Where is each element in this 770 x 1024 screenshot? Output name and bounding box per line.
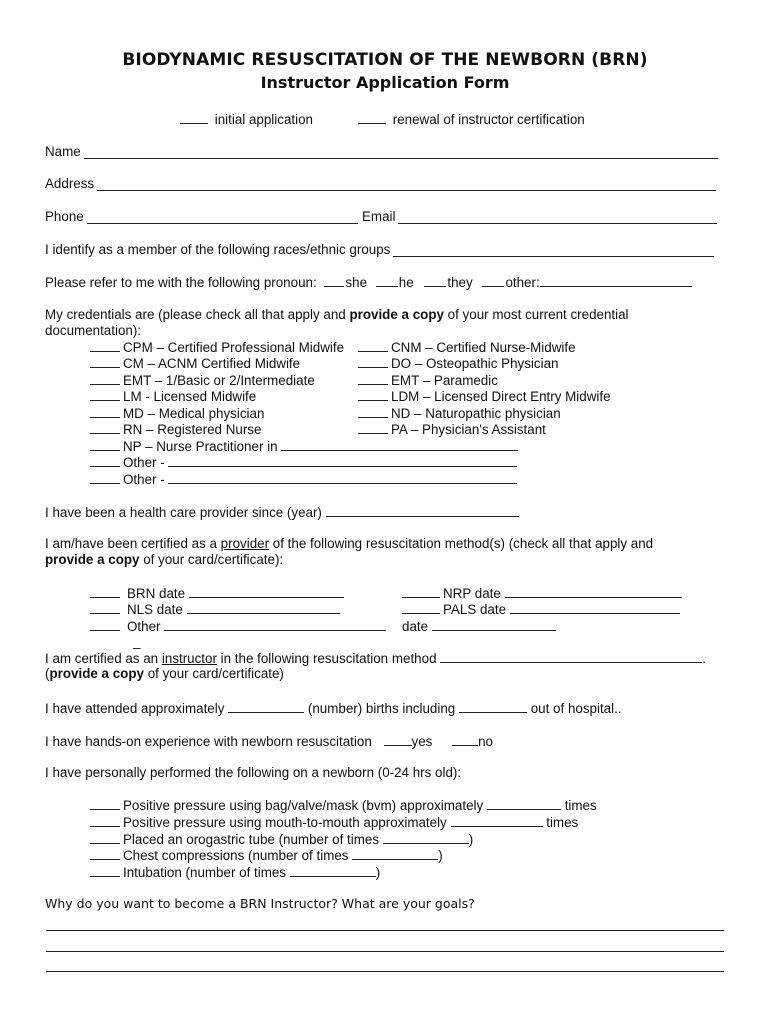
credential-other-2-line[interactable] [168,471,517,484]
performed-ogt[interactable] [90,831,473,847]
births-label-a: I have attended approximately [45,701,225,716]
provider-pals-date-line[interactable] [510,601,680,614]
credential-left-1[interactable] [90,355,300,371]
provider-pals[interactable] [402,601,680,617]
credential-np-line[interactable] [281,438,518,451]
provider-cert-intro-text-c: of your card/certificate): [139,552,284,567]
credential-right-3-blank[interactable] [358,388,388,401]
credential-left-5-label: RN – Registered Nurse [123,422,262,437]
address-label: Address [45,176,95,191]
email-field[interactable] [362,209,717,224]
renewal-option[interactable] [358,111,585,127]
instructor-paren-rest: of your card/certificate) [143,666,284,681]
goals-answer-line-2[interactable] [46,951,724,952]
pronoun-row [45,274,692,290]
performed-mouth[interactable] [90,814,578,830]
credential-right-5-blank[interactable] [358,421,388,434]
credential-left-4-label: MD – Medical physician [123,405,265,421]
phone-line[interactable] [87,211,358,224]
performed-intub-close: ) [375,865,381,880]
goals-question: Why do you want to become a BRN Instructor? What are your goals? [45,896,475,911]
credential-left-2[interactable] [90,372,315,388]
births-label-c: out of hospital.. [530,701,622,716]
provider-cert-intro-text: I am/have been certified as a [45,536,221,551]
instructor-cert-text-b: in the following resuscitation method [216,651,437,666]
provider-nls-blank[interactable] [90,601,120,614]
instructor-cert-underline: instructor [161,651,217,666]
address-line[interactable] [97,178,716,191]
provider-since-label: I have been a health care provider since (year) [45,505,322,520]
performed-chest-close: ) [438,848,443,863]
credential-right-0-label: CNM – Certified Nurse-Midwife [391,340,576,355]
provider-nrp-label: NRP date [443,586,501,601]
pronoun-she-blank[interactable] [324,274,344,287]
credential-left-5[interactable] [90,421,261,437]
provider-other-date-line[interactable] [432,618,556,631]
credentials-intro-line2: documentation): [45,323,142,338]
performed-intub-blank[interactable] [90,864,120,877]
email-label: Email [362,209,396,224]
phone-label: Phone [45,209,84,224]
address-field[interactable] [45,176,716,191]
provider-nls-label: NLS date [127,602,183,617]
hands-on-no-label: no [478,734,493,749]
credential-left-3-label: LM - Licensed Midwife [123,389,257,405]
births-label-b: (number) births including [307,701,456,716]
provider-brn[interactable] [90,585,344,601]
provider-pals-blank[interactable] [402,601,440,614]
provider-other-date-label: date [402,619,429,634]
credential-left-0-label: CPM – Certified Professional Midwife [123,340,345,355]
instructor-paren-open: ( [45,666,50,681]
credential-left-3-blank[interactable] [90,388,120,401]
pronoun-they-blank[interactable] [424,274,446,287]
credential-right-0-blank[interactable] [358,339,388,352]
performed-mouth-times-line[interactable] [451,814,543,827]
pronoun-other-line[interactable] [540,274,692,287]
credential-np[interactable] [90,438,518,454]
renewal-blank[interactable] [358,111,386,124]
performed-chest[interactable] [90,847,443,863]
races-field[interactable] [45,242,714,257]
instructor-cert-line2 [45,666,284,681]
performed-ogt-line[interactable] [383,831,469,844]
provider-brn-date-line[interactable] [189,585,344,598]
credential-other-1-line[interactable] [168,454,517,467]
credential-right-1[interactable] [358,355,558,371]
credential-left-1-blank[interactable] [90,355,120,368]
hands-on-no-blank[interactable] [452,733,478,746]
credential-right-4-label: ND – Naturopathic physician [391,405,561,421]
hands-on-label: I have hands-on experience with newborn resuscitation [45,734,372,749]
pronoun-other-blank[interactable] [482,274,504,287]
goals-answer-line-3[interactable] [46,971,724,972]
pronoun-she-label: she [345,275,368,290]
provider-nrp[interactable] [402,585,682,601]
credential-right-1-blank[interactable] [358,355,388,368]
initial-application-blank[interactable] [180,111,208,124]
credential-right-0[interactable] [358,339,576,355]
credential-right-2[interactable] [358,372,498,388]
credentials-intro-text-b: of your most current credential [443,307,629,322]
credential-right-2-label: EMT – Paramedic [391,372,498,388]
provider-cert-intro [45,536,653,551]
provider-pals-label: PALS date [443,602,507,617]
pronoun-they-label: they [447,275,473,290]
credential-right-4-blank[interactable] [358,405,388,418]
instructor-cert-text: I am certified as an [45,651,162,666]
performed-chest-label: Chest compressions (number of times [123,848,349,863]
instructor-paren-bold: provide a copy [49,666,144,681]
stray-underscore: _ [133,634,141,649]
pronoun-other-label: other: [505,275,540,290]
provider-brn-blank[interactable] [90,585,120,598]
goals-answer-line-1[interactable] [46,930,724,931]
instructor-cert-period: . [702,651,706,666]
provider-cert-intro-text-b: of the following resuscitation method(s) (check all that apply and [269,536,654,551]
provider-nls[interactable] [90,601,340,617]
provider-since-line[interactable] [326,504,519,517]
phone-field[interactable] [45,209,358,224]
performed-ogt-blank[interactable] [90,831,120,844]
credential-other-1-label: Other - [123,455,165,470]
births-row [45,700,622,716]
credential-other-1[interactable] [90,454,517,470]
credential-left-2-label: EMT – 1/Basic or 2/Intermediate [123,372,315,388]
credential-left-2-blank[interactable] [90,372,120,385]
provider-since-row [45,504,519,520]
credential-right-3[interactable] [358,388,611,404]
performed-chest-blank[interactable] [90,847,120,860]
email-line[interactable] [398,211,717,224]
name-field[interactable] [45,144,718,159]
credential-right-5[interactable] [358,421,546,437]
pronoun-label: Please refer to me with the following pronoun: [45,275,317,290]
births-out-of-hospital-line[interactable] [459,700,527,713]
performed-intro: I have personally performed the following on a newborn (0-24 hrs old): [45,765,462,780]
credential-other-2-blank[interactable] [90,471,120,484]
credential-right-2-blank[interactable] [358,372,388,385]
pronoun-he-label: he [398,275,414,290]
initial-application-label: initial application [214,112,313,127]
credential-np-blank[interactable] [90,438,120,451]
provider-other-label: Other [127,619,161,634]
races-line[interactable] [393,244,714,257]
provider-cert-intro-underline: provider [220,536,270,551]
performed-mouth-blank[interactable] [90,814,120,827]
performed-mouth-times-label: times [546,815,579,830]
credentials-intro-bold: provide a copy [349,307,444,322]
credential-left-0[interactable] [90,339,344,355]
credential-left-4[interactable] [90,405,264,421]
credential-right-5-label: PA – Physician's Assistant [391,422,546,437]
credential-other-2[interactable] [90,471,517,487]
performed-bvm-times-line[interactable] [487,797,561,810]
races-label: I identify as a member of the following races/ethnic groups [45,242,391,257]
performed-bvm-label: Positive pressure using bag/valve/mask (bvm) approximately [123,798,484,813]
provider-nrp-blank[interactable] [402,585,440,598]
provider-other-line[interactable] [164,618,386,631]
form-title: BIODYNAMIC RESUSCITATION OF THE NEWBORN (BRN) [122,50,648,70]
name-line[interactable] [84,146,718,159]
credential-left-3[interactable] [90,388,256,404]
pronoun-he-blank[interactable] [376,274,398,287]
provider-cert-intro-bold: provide a copy [45,552,140,567]
credential-left-1-label: CM – ACNM Certified Midwife [123,356,301,372]
performed-bvm-times-label: times [564,798,597,813]
provider-brn-label: BRN date [127,586,186,601]
instructor-cert-line[interactable] [440,650,702,663]
credentials-intro [45,307,629,322]
credentials-intro-text: My credentials are (please check all that apply and [45,307,350,322]
provider-other-date[interactable] [402,618,556,634]
credential-left-5-blank[interactable] [90,421,120,434]
instructor-cert-row [45,650,706,666]
provider-other[interactable] [90,618,386,634]
name-label: Name [45,144,81,159]
credential-left-0-blank[interactable] [90,339,120,352]
credential-other-2-label: Other - [123,472,165,487]
provider-other-blank[interactable] [90,618,120,631]
performed-bvm-blank[interactable] [90,797,120,810]
hands-on-yes-blank[interactable] [384,733,412,746]
credential-right-1-label: DO – Osteopathic Physician [391,356,559,372]
initial-application-option[interactable] [180,111,313,127]
hands-on-row [45,733,493,749]
credential-right-4[interactable] [358,405,561,421]
births-number-line[interactable] [228,700,304,713]
hands-on-yes-label: yes [411,734,433,749]
performed-bvm[interactable] [90,797,597,813]
performed-intub-line[interactable] [290,864,376,877]
provider-cert-intro-line2 [45,552,283,567]
credential-other-1-blank[interactable] [90,454,120,467]
credential-right-3-label: LDM – Licensed Direct Entry Midwife [391,389,611,405]
provider-nls-date-line[interactable] [187,601,340,614]
credential-left-4-blank[interactable] [90,405,120,418]
performed-ogt-close: ) [468,832,474,847]
performed-intub[interactable] [90,864,380,880]
performed-ogt-label: Placed an orogastric tube (number of times [123,832,380,847]
renewal-label: renewal of instructor certification [392,112,585,127]
performed-mouth-label: Positive pressure using mouth-to-mouth approximately [123,815,447,830]
form-subtitle: Instructor Application Form [260,73,510,92]
performed-intub-label: Intubation (number of times [123,865,287,880]
credential-np-label: NP – Nurse Practitioner in [123,439,278,454]
provider-nrp-date-line[interactable] [505,585,682,598]
performed-chest-line[interactable] [352,847,438,860]
